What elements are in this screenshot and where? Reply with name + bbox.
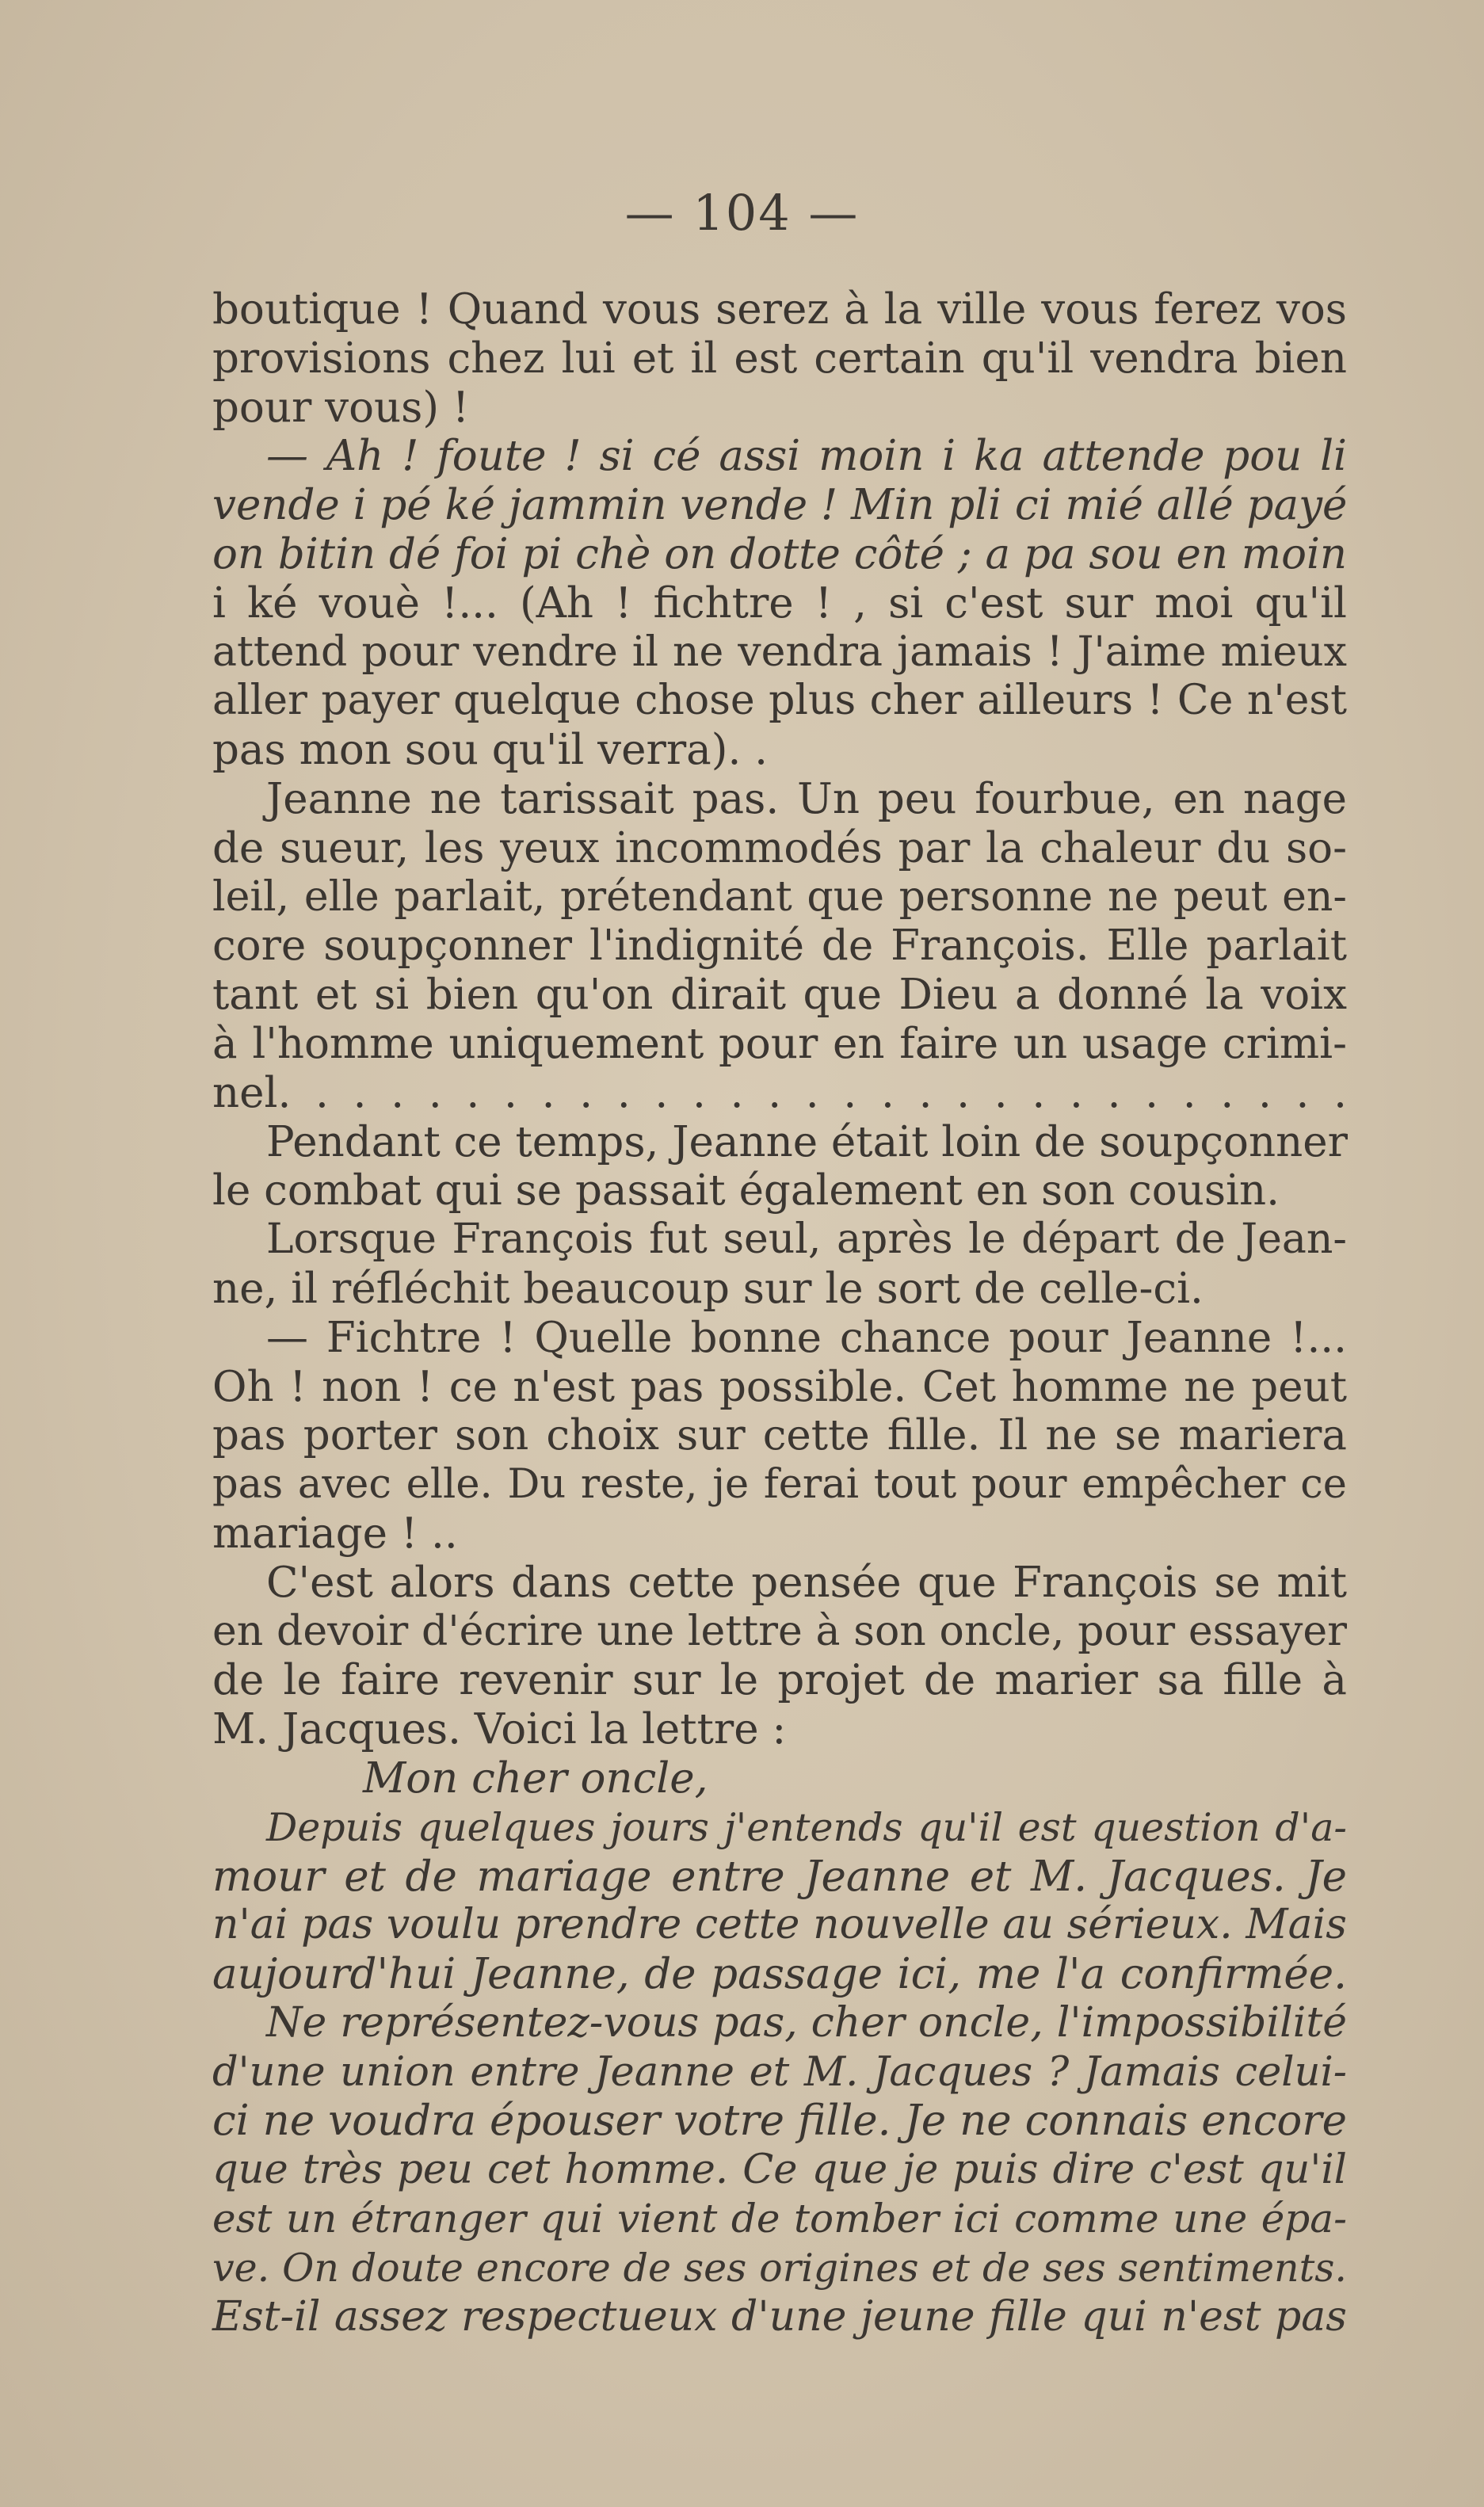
text-line: vende i pé ké jammin vende ! Min pli ci mié allé payé	[212, 481, 1348, 530]
text-line: en devoir d'écrire une lettre à son oncle, pour essayer	[212, 1607, 1347, 1655]
text-line: core soupçonner l'indignité de François. Elle parlait	[212, 922, 1347, 971]
body-text	[212, 285, 1347, 2341]
text-line: boutique ! Quand vous serez à la ville vous ferez vos	[212, 285, 1347, 334]
text-line: est un étranger qui vient de tomber ici comme une épa-	[212, 2196, 1347, 2242]
text-line: tant et si bien qu'on dirait que Dieu a donné la voix	[212, 971, 1347, 1020]
text-line: provisions chez lui et il est certain qu'il vendra bien	[212, 334, 1347, 383]
text-line: à l'homme uniquement pour en faire un usage crimi-	[212, 1019, 1347, 1068]
text-line: ne, il réfléchit beaucoup sur le sort de celle-ci.	[212, 1264, 1204, 1313]
text-line: Pendant ce temps, Jeanne était loin de soupçonner	[266, 1117, 1348, 1166]
text-line: Depuis quelques jours j'entends qu'il est question d'a-	[266, 1804, 1347, 1850]
text-line: pas avec elle. Du reste, je ferai tout pour empêcher ce	[212, 1461, 1347, 1509]
text-line: leil, elle parlait, prétendant que personne ne peut en-	[212, 872, 1347, 921]
text-line: aller payer quelque chose plus cher ailleurs ! Ce n'est	[212, 677, 1347, 725]
text-line: — Fichtre ! Quelle bonne chance pour Jeanne !...	[266, 1313, 1347, 1362]
text-line: Lorsque François fut seul, après le départ de Jean-	[266, 1215, 1347, 1264]
text-line: Est-il assez respectueux d'une jeune fille qui n'est pas	[212, 2292, 1347, 2341]
text-line: pas porter son choix sur cette fille. Il ne se mariera	[212, 1411, 1347, 1460]
text-line: ve. On doute encore de ses origines et de ses sentiments.	[212, 2245, 1347, 2291]
text-line: Ne représentez-vous pas, cher oncle, l'impossibilité	[266, 1998, 1347, 2047]
text-line: Mon cher oncle,	[363, 1753, 708, 1803]
text-line: — Ah ! foute ! si cé assi moin i ka attende pou li	[266, 432, 1347, 481]
text-line: nel. . . . . . . . . . . . . . . . . . . . . . . . . . . . .	[212, 1068, 1347, 1117]
text-line: pour vous) !	[212, 383, 470, 432]
text-line: C'est alors dans cette pensée que François se mit	[266, 1558, 1347, 1607]
page-number: — 104 —	[624, 184, 860, 242]
text-line: n'ai pas voulu prendre cette nouvelle au sérieux. Mais	[212, 1901, 1347, 1949]
text-line: ci ne voudra épouser votre fille. Je ne connais encore	[212, 2097, 1347, 2146]
text-line: M. Jacques. Voici la lettre :	[212, 1705, 787, 1754]
text-line: Oh ! non ! ce n'est pas possible. Cet homme ne peut	[212, 1362, 1347, 1411]
text-line: le combat qui se passait également en son cousin.	[212, 1166, 1280, 1215]
text-line: pas mon sou qu'il verra). .	[212, 726, 768, 775]
text-line: Jeanne ne tarissait pas. Un peu fourbue, en nage	[266, 774, 1347, 823]
text-line: de le faire revenir sur le projet de marier sa fille à	[212, 1656, 1347, 1705]
text-line: mour et de mariage entre Jeanne et M. Jacques. Je	[212, 1852, 1347, 1901]
text-line: attend pour vendre il ne vendra jamais ! J'aime mieux	[212, 628, 1347, 676]
text-line: i ké vouè !... (Ah ! fichtre ! , si c'est sur moi qu'il	[212, 578, 1347, 628]
text-line: de sueur, les yeux incommodés par la chaleur du so-	[212, 823, 1347, 872]
text-line: aujourd'hui Jeanne, de passage ici, me l'a confirmée.	[212, 1950, 1347, 1999]
text-line: on bitin dé foi pi chè on dotte côté ; a pa sou en moin	[212, 529, 1348, 578]
text-line: que très peu cet homme. Ce que je puis dire c'est qu'il	[212, 2146, 1347, 2194]
text-line: mariage ! ..	[212, 1509, 458, 1558]
text-line: d'une union entre Jeanne et M. Jacques ? Jamais celui-	[212, 2048, 1347, 2096]
